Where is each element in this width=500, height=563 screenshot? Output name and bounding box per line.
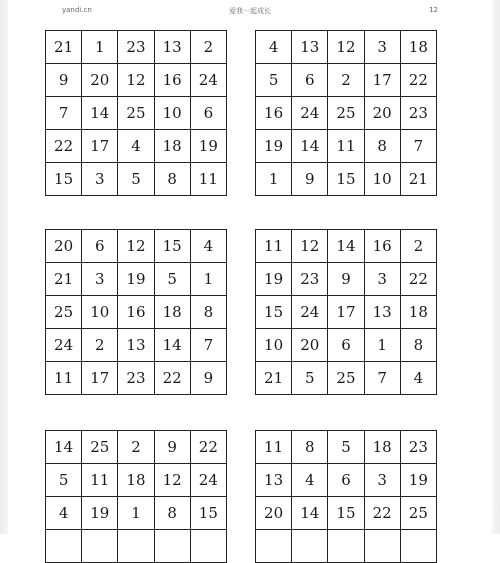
grid-cell bbox=[256, 530, 292, 563]
grid-cell: 20 bbox=[46, 230, 82, 263]
grid-row bbox=[46, 230, 227, 263]
grid-cell: 14 bbox=[328, 230, 364, 263]
grid-cell: 3 bbox=[364, 31, 400, 64]
grid-row bbox=[46, 31, 227, 64]
grid-row bbox=[46, 130, 227, 163]
grid-cell: 7 bbox=[190, 329, 226, 362]
grid-cell: 6 bbox=[82, 230, 118, 263]
grid-cell: 9 bbox=[328, 263, 364, 296]
grid-cell: 18 bbox=[154, 130, 190, 163]
grid-cell: 2 bbox=[118, 431, 154, 464]
grid-cell: 8 bbox=[400, 329, 436, 362]
grid-cell: 18 bbox=[400, 296, 436, 329]
grid-cell: 7 bbox=[400, 130, 436, 163]
grid-row bbox=[256, 130, 437, 163]
grid-cell: 19 bbox=[82, 497, 118, 530]
grid-cell: 13 bbox=[118, 329, 154, 362]
grid-cell: 23 bbox=[118, 362, 154, 395]
grid-cell: 21 bbox=[46, 31, 82, 64]
grid-cell: 19 bbox=[400, 464, 436, 497]
number-grid-3 bbox=[45, 229, 227, 395]
grid-cell: 10 bbox=[82, 296, 118, 329]
grid-cell: 15 bbox=[190, 497, 226, 530]
grid-cell: 3 bbox=[82, 263, 118, 296]
grid-cell: 14 bbox=[46, 431, 82, 464]
page-header bbox=[0, 6, 500, 18]
grid-cell: 7 bbox=[364, 362, 400, 395]
grid-cell: 20 bbox=[364, 97, 400, 130]
grid-cell: 14 bbox=[82, 97, 118, 130]
number-grid-4 bbox=[255, 229, 437, 395]
grid-cell: 13 bbox=[154, 31, 190, 64]
grid-cell: 17 bbox=[328, 296, 364, 329]
grid-cell bbox=[154, 530, 190, 563]
grid-cell: 22 bbox=[190, 431, 226, 464]
grid-cell: 8 bbox=[292, 431, 328, 464]
grid-cell: 23 bbox=[400, 431, 436, 464]
grid-cell: 1 bbox=[364, 329, 400, 362]
grid-cell: 4 bbox=[256, 31, 292, 64]
grid-cell: 25 bbox=[82, 431, 118, 464]
grid-cell: 19 bbox=[190, 130, 226, 163]
grid-cell: 4 bbox=[118, 130, 154, 163]
grid-cell bbox=[328, 530, 364, 563]
grid-cell: 24 bbox=[292, 296, 328, 329]
grid-cell: 14 bbox=[154, 329, 190, 362]
grid-row bbox=[256, 97, 437, 130]
grid-cell: 21 bbox=[400, 163, 436, 196]
grid-row bbox=[256, 362, 437, 395]
grid-row bbox=[256, 431, 437, 464]
grid-cell: 19 bbox=[256, 263, 292, 296]
grid-cell: 9 bbox=[292, 163, 328, 196]
grid-cell: 13 bbox=[256, 464, 292, 497]
grid-row bbox=[256, 329, 437, 362]
grid-cell bbox=[364, 530, 400, 563]
grid-row bbox=[46, 329, 227, 362]
grid-cell: 6 bbox=[328, 329, 364, 362]
grid-cell: 23 bbox=[118, 31, 154, 64]
grid-cell: 18 bbox=[118, 464, 154, 497]
grid-cell: 17 bbox=[82, 130, 118, 163]
page-left-gutter bbox=[0, 0, 8, 534]
grid-cell: 15 bbox=[328, 497, 364, 530]
grid-cell: 3 bbox=[364, 263, 400, 296]
grid-cell: 22 bbox=[154, 362, 190, 395]
grid-cell: 23 bbox=[400, 97, 436, 130]
grid-cell: 20 bbox=[292, 329, 328, 362]
grid-cell: 24 bbox=[190, 64, 226, 97]
grid-row bbox=[46, 263, 227, 296]
grid-cell: 22 bbox=[400, 263, 436, 296]
grid-cell: 12 bbox=[118, 230, 154, 263]
grid-cell: 21 bbox=[256, 362, 292, 395]
grid-cell: 2 bbox=[190, 31, 226, 64]
grid-cell: 11 bbox=[46, 362, 82, 395]
grid-cell: 8 bbox=[154, 163, 190, 196]
grid-cell: 16 bbox=[154, 64, 190, 97]
grid-cell: 15 bbox=[46, 163, 82, 196]
grid-cell: 5 bbox=[328, 431, 364, 464]
grid-cell: 24 bbox=[190, 464, 226, 497]
grid-cell: 18 bbox=[400, 31, 436, 64]
grid-cell: 12 bbox=[328, 31, 364, 64]
grid-row bbox=[256, 31, 437, 64]
grid-cell: 4 bbox=[46, 497, 82, 530]
grid-cell: 21 bbox=[46, 263, 82, 296]
grid-cell: 18 bbox=[154, 296, 190, 329]
grid-cell: 4 bbox=[400, 362, 436, 395]
grid-cell bbox=[292, 530, 328, 563]
grid-row bbox=[46, 64, 227, 97]
grid-cell: 5 bbox=[154, 263, 190, 296]
grid-cell: 7 bbox=[46, 97, 82, 130]
grid-row bbox=[256, 263, 437, 296]
grid-cell: 11 bbox=[256, 431, 292, 464]
grid-cell: 17 bbox=[364, 64, 400, 97]
grid-cell: 9 bbox=[46, 64, 82, 97]
number-grid-1 bbox=[45, 30, 227, 196]
grid-cell: 13 bbox=[292, 31, 328, 64]
page-right-gutter bbox=[492, 0, 500, 534]
grid-row bbox=[46, 163, 227, 196]
grid-cell: 11 bbox=[82, 464, 118, 497]
grid-cell bbox=[46, 530, 82, 563]
grid-row bbox=[46, 296, 227, 329]
grid-cell: 6 bbox=[328, 464, 364, 497]
grid-cell: 9 bbox=[190, 362, 226, 395]
grid-cell: 8 bbox=[154, 497, 190, 530]
grid-cell: 25 bbox=[46, 296, 82, 329]
grid-cell: 12 bbox=[154, 464, 190, 497]
grid-row bbox=[256, 497, 437, 530]
grid-cell bbox=[400, 530, 436, 563]
header-page-number: 12 bbox=[429, 6, 438, 14]
grid-cell: 24 bbox=[46, 329, 82, 362]
grid-cell: 11 bbox=[256, 230, 292, 263]
grid-cell: 5 bbox=[256, 64, 292, 97]
grid-cell: 1 bbox=[256, 163, 292, 196]
grid-cell: 13 bbox=[364, 296, 400, 329]
grid-cell: 1 bbox=[82, 31, 118, 64]
grid-cell: 5 bbox=[118, 163, 154, 196]
grid-cell: 25 bbox=[328, 97, 364, 130]
grid-cell: 16 bbox=[256, 97, 292, 130]
number-grid-5 bbox=[45, 430, 227, 563]
grid-cell: 14 bbox=[292, 497, 328, 530]
grid-cell: 3 bbox=[82, 163, 118, 196]
grid-cell: 15 bbox=[328, 163, 364, 196]
grid-cell: 1 bbox=[118, 497, 154, 530]
grid-cell: 11 bbox=[328, 130, 364, 163]
grid-row bbox=[46, 530, 227, 563]
grid-cell: 9 bbox=[154, 431, 190, 464]
grid-row bbox=[256, 230, 437, 263]
grid-row bbox=[256, 464, 437, 497]
grid-cell: 3 bbox=[364, 464, 400, 497]
grid-cell: 10 bbox=[256, 329, 292, 362]
grid-cell: 16 bbox=[118, 296, 154, 329]
grid-cell: 14 bbox=[292, 130, 328, 163]
grid-cell: 18 bbox=[364, 431, 400, 464]
grid-cell: 20 bbox=[256, 497, 292, 530]
grid-cell: 11 bbox=[190, 163, 226, 196]
grid-cell: 24 bbox=[292, 97, 328, 130]
grid-row bbox=[46, 464, 227, 497]
grid-cell: 25 bbox=[328, 362, 364, 395]
grid-row bbox=[46, 431, 227, 464]
grid-cell: 5 bbox=[292, 362, 328, 395]
grid-row bbox=[256, 163, 437, 196]
grid-cell: 25 bbox=[400, 497, 436, 530]
grid-cell bbox=[118, 530, 154, 563]
grid-cell: 8 bbox=[364, 130, 400, 163]
grid-cell: 25 bbox=[118, 97, 154, 130]
grid-cell: 8 bbox=[190, 296, 226, 329]
grid-cell: 4 bbox=[292, 464, 328, 497]
grid-cell: 22 bbox=[364, 497, 400, 530]
grid-row bbox=[256, 64, 437, 97]
grid-cell bbox=[82, 530, 118, 563]
grid-cell: 12 bbox=[292, 230, 328, 263]
grid-cell: 10 bbox=[154, 97, 190, 130]
grid-cell: 2 bbox=[82, 329, 118, 362]
grid-cell: 19 bbox=[256, 130, 292, 163]
grid-cell: 17 bbox=[82, 362, 118, 395]
number-grid-2 bbox=[255, 30, 437, 196]
grid-cell: 6 bbox=[292, 64, 328, 97]
grid-cell: 15 bbox=[154, 230, 190, 263]
grid-cell: 22 bbox=[400, 64, 436, 97]
grid-cell: 15 bbox=[256, 296, 292, 329]
grid-row bbox=[46, 97, 227, 130]
grid-cell: 12 bbox=[118, 64, 154, 97]
grid-cell: 1 bbox=[190, 263, 226, 296]
grid-cell: 23 bbox=[292, 263, 328, 296]
grid-cell: 2 bbox=[400, 230, 436, 263]
grid-row bbox=[46, 497, 227, 530]
grid-cell bbox=[190, 530, 226, 563]
grid-row bbox=[256, 296, 437, 329]
grid-cell: 22 bbox=[46, 130, 82, 163]
header-title: 爱我一起成长 bbox=[229, 7, 271, 15]
grid-cell: 19 bbox=[118, 263, 154, 296]
grid-row bbox=[256, 530, 437, 563]
grid-cell: 4 bbox=[190, 230, 226, 263]
grid-cell: 2 bbox=[328, 64, 364, 97]
grid-cell: 16 bbox=[364, 230, 400, 263]
grid-cell: 5 bbox=[46, 464, 82, 497]
grid-row bbox=[46, 362, 227, 395]
grid-cell: 10 bbox=[364, 163, 400, 196]
grid-cell: 20 bbox=[82, 64, 118, 97]
number-grid-6 bbox=[255, 430, 437, 563]
grid-cell: 6 bbox=[190, 97, 226, 130]
header-site: yandi.cn bbox=[62, 6, 92, 14]
